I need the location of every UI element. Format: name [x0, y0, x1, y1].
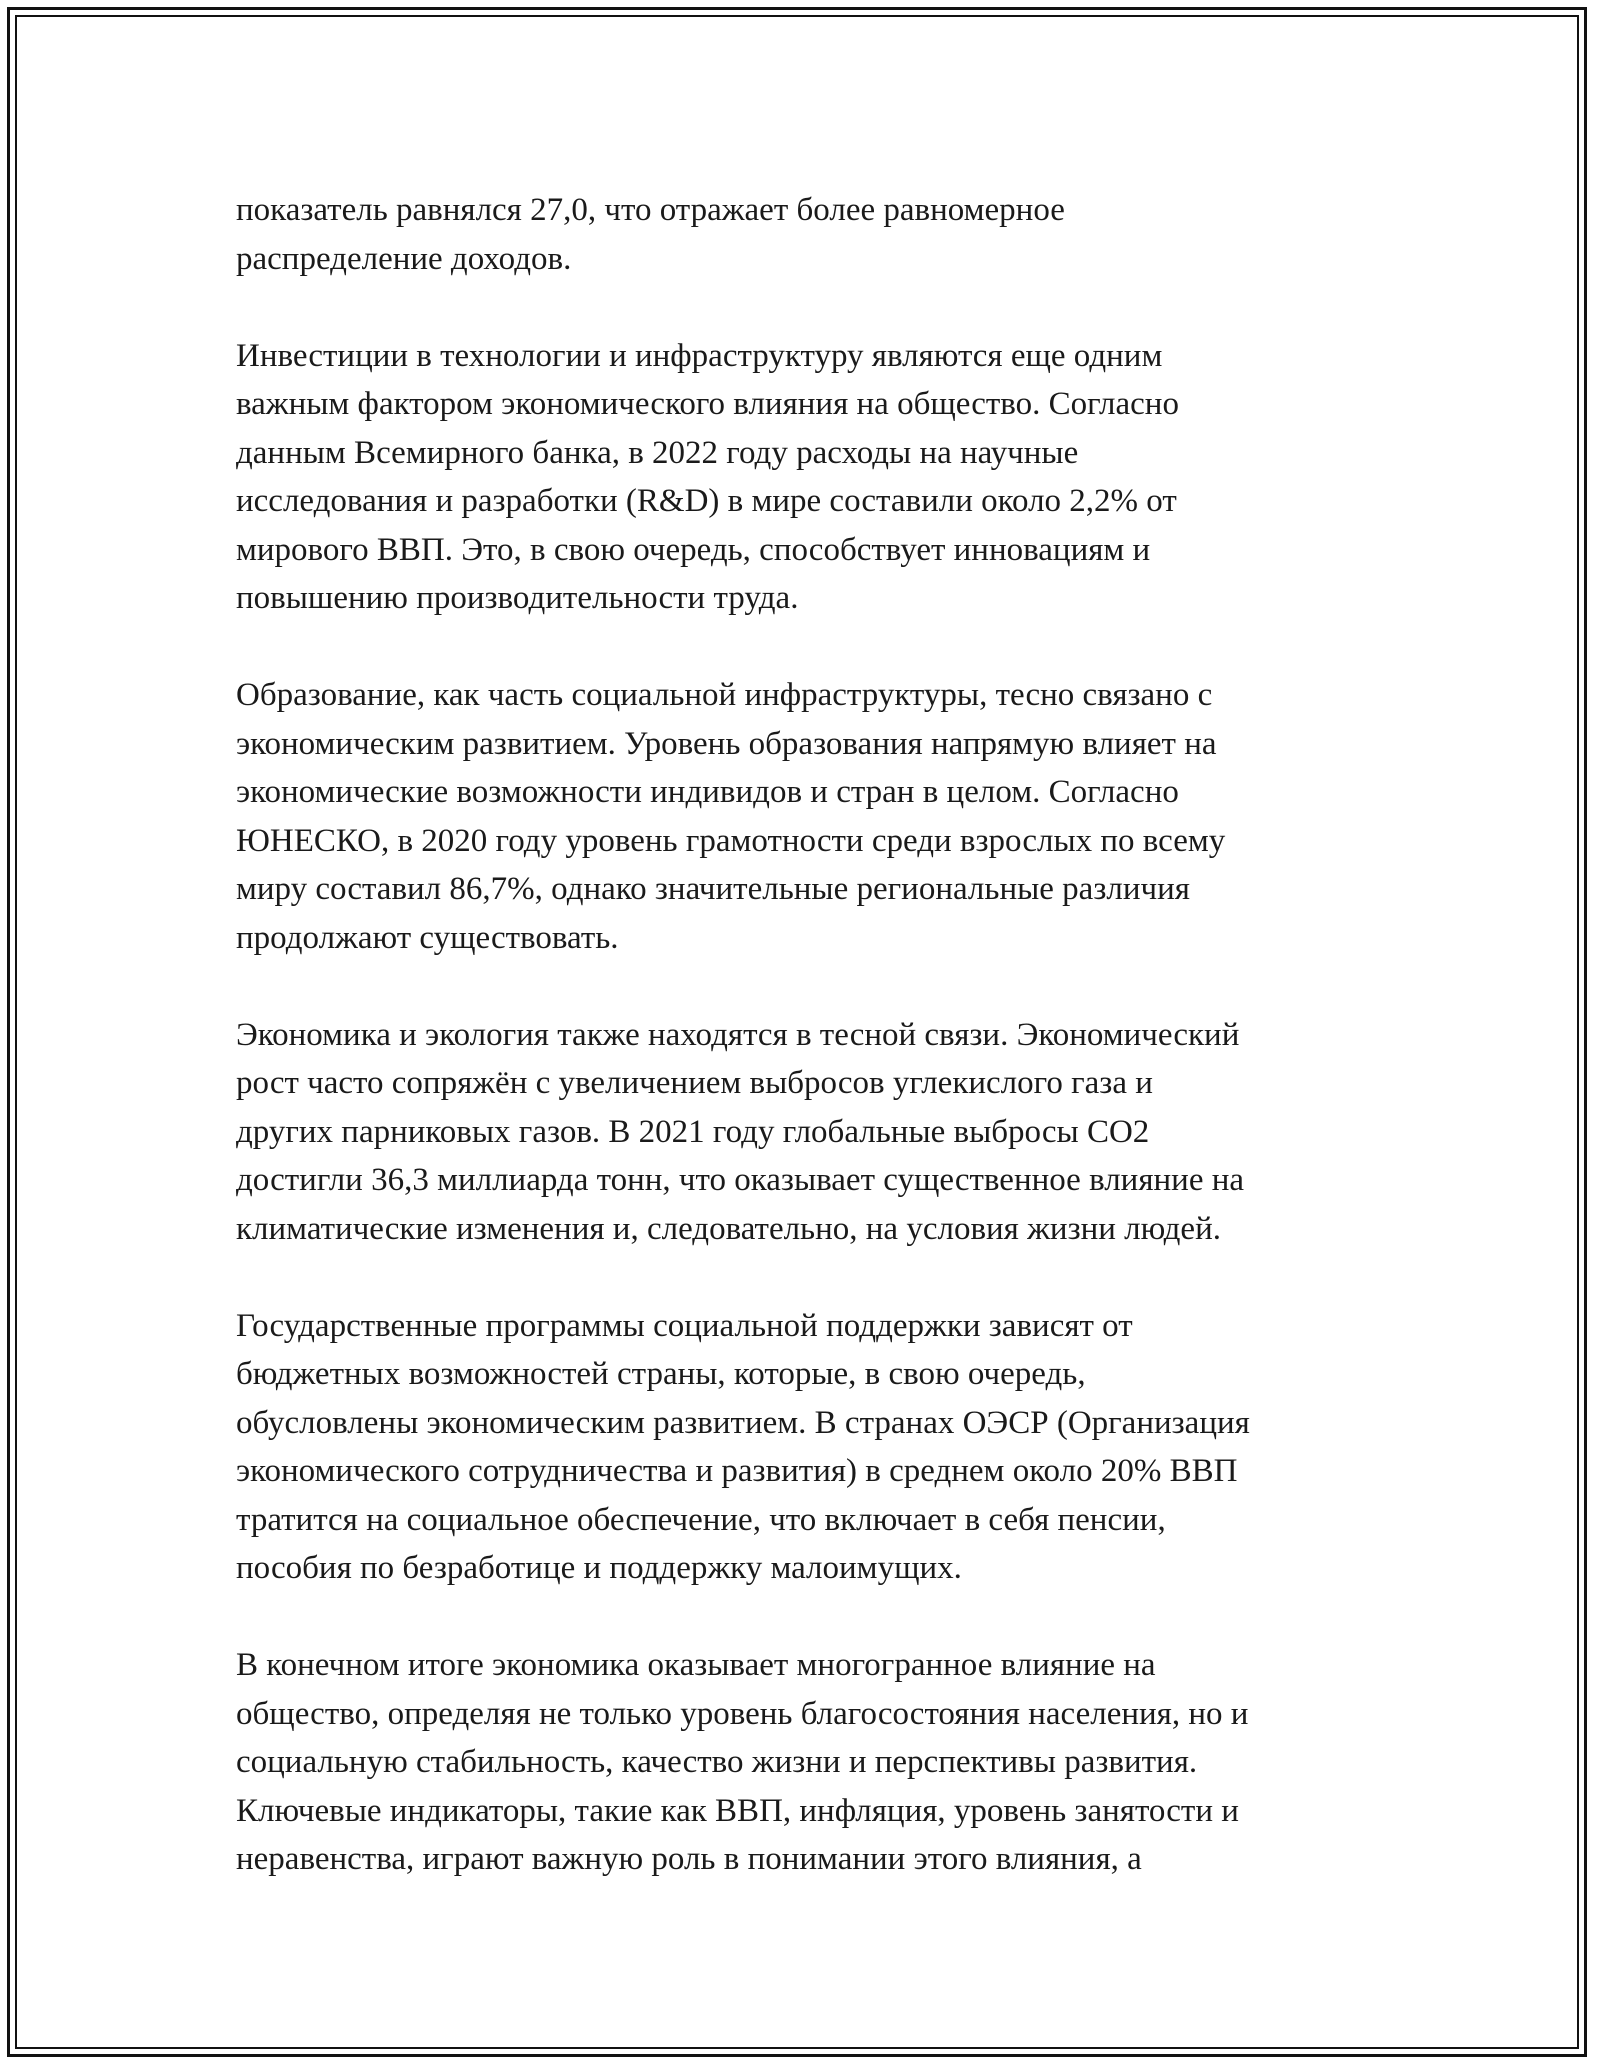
- text-line: обусловлены экономическим развитием. В странах ОЭСР (Организация: [236, 1404, 1250, 1441]
- text-line: экономические возможности индивидов и стран в целом. Согласно: [236, 774, 1179, 810]
- text-line: климатические изменения и, следовательно, на условия жизни людей.: [236, 1210, 1221, 1247]
- text-line: других парниковых газов. В 2021 году глобальные выбросы CO2: [236, 1113, 1150, 1150]
- text-line: тратится на социальное обеспечение, что включает в себя пенсии,: [236, 1501, 1166, 1538]
- text-line: бюджетных возможностей страны, которые, в свою очередь,: [236, 1356, 1086, 1392]
- text-line: Экономика и экология также находятся в тесной связи. Экономический: [236, 1016, 1240, 1053]
- paragraph-income-distribution: [236, 186, 1436, 283]
- text-line: миру составил 86,7%, однако значительные региональные различия: [236, 871, 1190, 907]
- paragraph-social-programs: [236, 1302, 1436, 1593]
- text-line: достигли 36,3 миллиарда тонн, что оказывает существенное влияние на: [236, 1162, 1245, 1198]
- text-line: Государственные программы социальной поддержки зависят от: [236, 1307, 1133, 1344]
- text-line: ЮНЕСКО, в 2020 году уровень грамотности среди взрослых по всему: [236, 822, 1226, 859]
- text-line: общество, определяя не только уровень благосостояния населения, но и: [236, 1695, 1249, 1732]
- text-line: рост часто сопряжён с увеличением выбросов углекислого газа и: [236, 1065, 1153, 1101]
- document-body: [236, 186, 1436, 1932]
- text-line: социальную стабильность, качество жизни и перспективы развития.: [236, 1744, 1198, 1780]
- paragraph-conclusion: [236, 1641, 1436, 1884]
- text-line: экономического сотрудничества и развития) в среднем около 20% ВВП: [236, 1453, 1238, 1489]
- text-line: показатель равнялся 27,0, что отражает более равномерное: [236, 192, 1065, 228]
- text-line: В конечном итоге экономика оказывает многогранное влияние на: [236, 1647, 1156, 1683]
- text-line: продолжают существовать.: [236, 919, 619, 956]
- text-line: пособия по безработице и поддержку малоимущих.: [236, 1550, 962, 1586]
- text-line: Образование, как часть социальной инфраструктуры, тесно связано с: [236, 677, 1213, 713]
- text-line: распределение доходов.: [236, 240, 572, 277]
- text-line: важным фактором экономического влияния на общество. Согласно: [236, 386, 1179, 422]
- text-line: мирового ВВП. Это, в свою очередь, способствует инновациям и: [236, 531, 1151, 568]
- paragraph-technology-investment: [236, 332, 1436, 623]
- text-line: Ключевые индикаторы, такие как ВВП, инфляция, уровень занятости и: [236, 1792, 1239, 1829]
- text-line: Инвестиции в технологии и инфраструктуру являются еще одним: [236, 337, 1163, 374]
- text-line: данным Всемирного банка, в 2022 году расходы на научные: [236, 434, 1079, 471]
- paragraph-ecology: [236, 1011, 1436, 1254]
- text-line: неравенства, играют важную роль в понимании этого влияния, а: [236, 1841, 1142, 1877]
- paragraph-education: [236, 671, 1436, 962]
- text-line: повышению производительности труда.: [236, 580, 799, 616]
- text-line: экономическим развитием. Уровень образования напрямую влияет на: [236, 725, 1217, 762]
- text-line: исследования и разработки (R&D) в мире составили около 2,2% от: [236, 483, 1177, 519]
